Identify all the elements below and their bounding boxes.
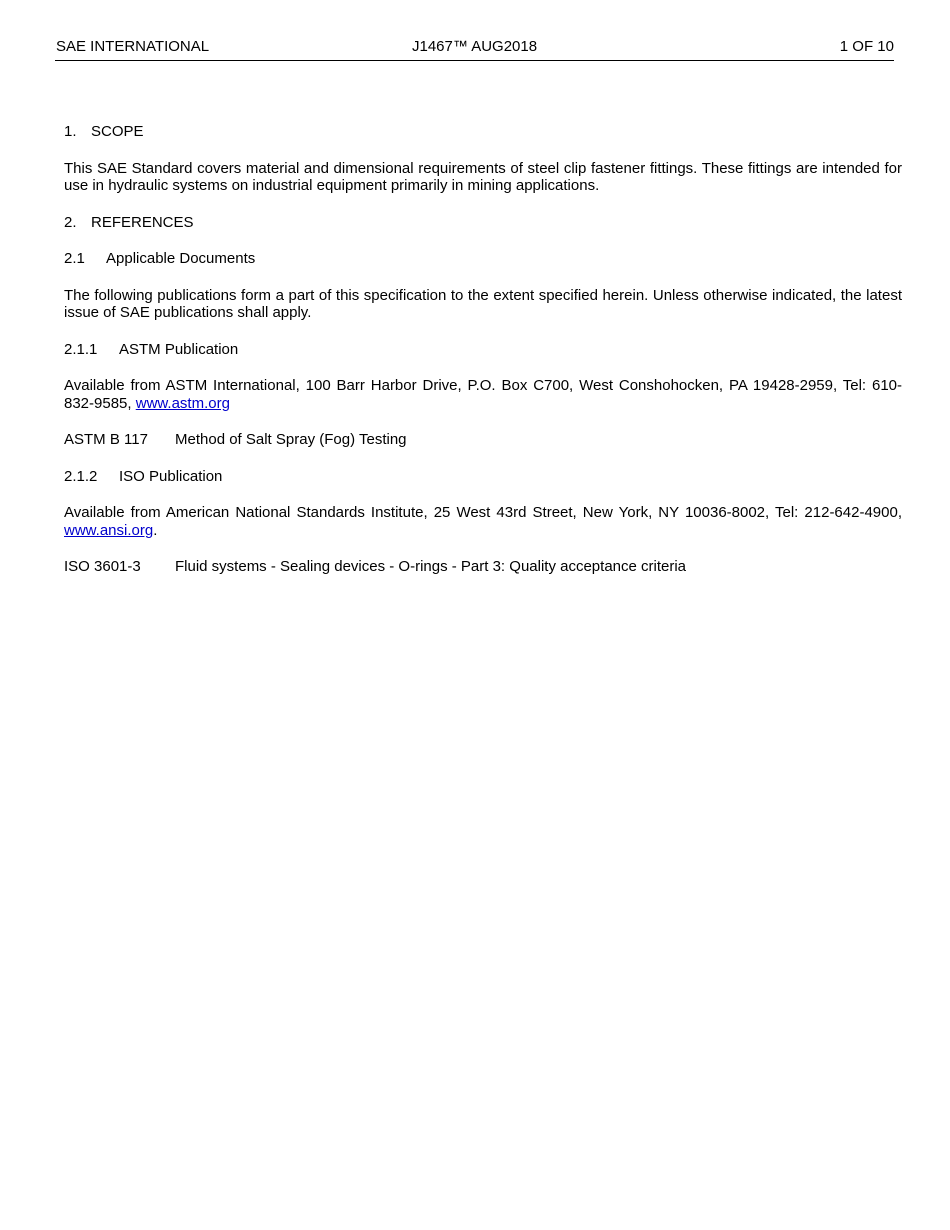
iso-availability-trailing: . bbox=[153, 521, 158, 539]
section-title: ISO Publication bbox=[119, 467, 223, 485]
reference-code: ASTM B 117 bbox=[64, 431, 148, 448]
page-header bbox=[55, 38, 894, 61]
section-heading-astm-publication bbox=[64, 341, 902, 359]
section-title: ASTM Publication bbox=[119, 340, 239, 358]
header-organization: SAE INTERNATIONAL bbox=[56, 38, 210, 55]
applicable-documents-paragraph: The following publications form a part of this specification to the extent specified herein. Unless otherwise indicated, the latest issue of SAE publications shall apply. bbox=[64, 286, 902, 321]
section-heading-scope bbox=[64, 123, 902, 141]
section-number: 1. bbox=[64, 123, 77, 140]
section-title: Applicable Documents bbox=[106, 250, 256, 267]
reference-entry-iso-3601-3 bbox=[64, 558, 902, 576]
section-title: REFERENCES bbox=[91, 213, 194, 231]
ansi-website-link[interactable]: www.ansi.org bbox=[64, 521, 154, 539]
astm-website-link[interactable]: www.astm.org bbox=[135, 394, 230, 412]
section-number: 2.1 bbox=[64, 250, 85, 267]
scope-paragraph: This SAE Standard covers material and dimensional requirements of steel clip fastener fittings. These fittings are intended for use in hydraulic systems on industrial equipment primarily in mining applications. bbox=[64, 159, 902, 194]
astm-availability-text: Available from ASTM International, 100 Barr Harbor Drive, P.O. Box C700, West Conshohocken, PA 19428-2959, Tel: 610-832-9585, bbox=[64, 377, 902, 412]
document-body bbox=[64, 123, 902, 595]
section-number: 2. bbox=[64, 213, 77, 231]
astm-availability-paragraph bbox=[64, 377, 902, 412]
section-title: SCOPE bbox=[91, 123, 144, 140]
section-heading-iso-publication bbox=[64, 468, 902, 486]
section-heading-applicable-documents bbox=[64, 250, 902, 268]
reference-title: Method of Salt Spray (Fog) Testing bbox=[175, 431, 407, 448]
section-heading-references bbox=[64, 214, 902, 232]
header-document-id: J1467™ AUG2018 bbox=[412, 38, 538, 55]
reference-title: Fluid systems - Sealing devices - O-rings - Part 3: Quality acceptance criteria bbox=[175, 558, 687, 575]
section-number: 2.1.2 bbox=[64, 467, 98, 485]
section-number: 2.1.1 bbox=[64, 340, 98, 358]
reference-entry-astm-b117 bbox=[64, 431, 902, 449]
header-page-number: 1 OF 10 bbox=[839, 38, 894, 55]
iso-availability-text: Available from American National Standards Institute, 25 West 43rd Street, New York, NY 10036-8002, Tel: 212-642-4900, bbox=[64, 504, 902, 521]
reference-code: ISO 3601-3 bbox=[64, 558, 141, 575]
iso-availability-paragraph bbox=[64, 504, 902, 539]
